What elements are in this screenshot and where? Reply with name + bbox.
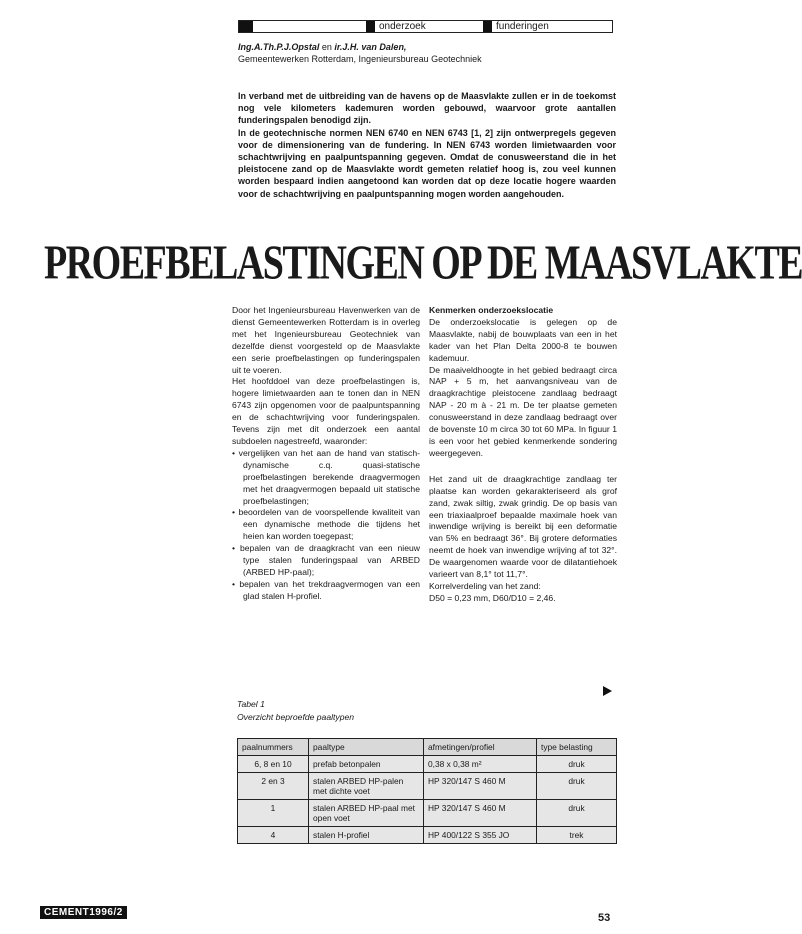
intro-p1: In verband met de uitbreiding van de havens op de Maasvlakte zullen er in de toekomst nog vele kilometers kademuren worden gebouwd, waarvoor grote aantallen funderingspalen benodigd zijn.: [238, 91, 616, 126]
header-topic: funderingen: [496, 21, 549, 32]
table-cell: druk: [537, 773, 617, 800]
author-conj: en: [321, 42, 332, 52]
column-left: [232, 305, 420, 603]
bullet-item: • bepalen van de draagkracht van een nieuw type stalen funderingspaal van ARBED (ARBED HP-paal);: [232, 543, 420, 577]
table-cell: 6, 8 en 10: [238, 756, 309, 773]
continue-arrow-icon: [603, 686, 612, 696]
table-row: [238, 756, 617, 773]
author-1: Ing.A.Th.P.J.Opstal: [238, 42, 320, 52]
bullet-item: • beoordelen van de voorspellende kwaliteit van een dynamische methode die tijdens het heien kan worden toegepast;: [232, 507, 420, 542]
author-2: ir.J.H. van Dalen,: [334, 42, 407, 52]
section-heading: Kenmerken onderzoekslocatie: [429, 305, 554, 315]
table-row: [238, 773, 617, 800]
table-caption: [237, 698, 354, 724]
bullet-item: • vergelijken van het aan de hand van statisch-dynamische c.q. quasi-statische proefbelastingen berekende draagvermogen met het draagvermogen bepaald uit statische proefbelastingen;: [232, 447, 420, 506]
header-section: onderzoek: [379, 21, 426, 32]
table-header-row: [238, 739, 617, 756]
table-cell: HP 320/147 S 460 M: [424, 800, 537, 827]
affiliation: Gemeentewerken Rotterdam, Ingenieursbureau Geotechniek: [238, 54, 482, 64]
journal-label: CEMENT1996/2: [40, 906, 127, 919]
table-cell: druk: [537, 756, 617, 773]
table-header-cell: paaltype: [309, 739, 424, 756]
authors: [238, 42, 406, 52]
table-cell: HP 320/147 S 460 M: [424, 773, 537, 800]
table-cell: stalen ARBED HP-palen met dichte voet: [309, 773, 424, 800]
pile-types-table: [237, 738, 617, 844]
table-row: [238, 800, 617, 827]
paragraph-gap: [429, 460, 617, 474]
col2-p3: Het zand uit de draagkrachtige zandlaag ter plaatse kan worden gekarakteriseerd als grof zand, zwak siltig, zwak grindig. De op basis van een triaxiaalproef bepaalde maximale hoek van inwendige wrijving is bereikt bij een deformatie van 5% en bedraagt 36°. Bij grotere deformaties neemt de hoek van inwendige wrijving af tot 32°. De waargenomen waarde voor de dilatantiehoek varieert van 8,1° tot 11,7°.: [429, 473, 617, 580]
header-block-1: [239, 21, 253, 32]
intro-p2: In de geotechnische normen NEN 6740 en NEN 6743 [1, 2] zijn ontwerpregels gegeven voor de dimensionering van de fundering. In NEN 6743 worden limietwaarden voor schachtwrijving en paalpuntspanning gegeven. Omdat de conusweerstand die in het pleistocene zand op de Maasvlakte wordt gemeten relatief hoog is, zou veel kunnen worden bespaard indien aangetoond kan worden dat op deze locatie hogere waarden voor de schachtwrijving en paalpuntspanning mogen worden aangehouden.: [238, 127, 616, 199]
table-cell: 0,38 x 0,38 m²: [424, 756, 537, 773]
table-header-cell: paalnummers: [238, 739, 309, 756]
table-cell: druk: [537, 800, 617, 827]
column-right: [429, 305, 617, 605]
table-row: [238, 827, 617, 844]
table-title: Overzicht beproefde paaltypen: [237, 712, 355, 722]
col2-p1: De onderzoekslocatie is gelegen op de Maasvlakte, nabij de bouwplaats van een in het kader van het Plan Delta 2000-8 te bouwen kademuur.: [429, 316, 617, 363]
table-cell: trek: [537, 827, 617, 844]
col2-p2: De maaiveldhoogte in het gebied bedraagt circa NAP + 5 m, het aanvangsniveau van de draagkrachtige pleistocene zandlaag bedraagt NAP - 20 m à - 21 m. De ter plaatse gemeten conusweerstand in deze zandlaag bedraagt over de bovenste 10 m circa 30 tot 60 MPa. In figuur 1 is een voor het gebied kenmerkende sondering weergegeven.: [429, 364, 617, 458]
table-cell: prefab betonpalen: [309, 756, 424, 773]
table-cell: 2 en 3: [238, 773, 309, 800]
table-header-cell: afmetingen/profiel: [424, 739, 537, 756]
table-header-cell: type belasting: [537, 739, 617, 756]
header-bar: [238, 20, 613, 33]
table-label: Tabel 1: [237, 699, 265, 709]
bullet-item: • bepalen van het trekdraagvermogen van een glad stalen H-profiel.: [232, 578, 420, 601]
header-block-2: [366, 21, 375, 32]
table-cell: HP 400/122 S 355 JO: [424, 827, 537, 844]
article-title: PROEFBELASTINGEN OP DE MAASVLAKTE: [44, 236, 802, 291]
table-cell: stalen ARBED HP-paal met open voet: [309, 800, 424, 827]
col1-p2: Het hoofddoel van deze proefbelastingen is, hogere limietwaarden aan te tonen dan in NEN 6743 zijn opgenomen voor de paalpuntspanning en de schachtwrijving voor funderingspalen. Tevens zijn met dit onderzoek een aantal subdoelen nagestreefd, waaronder:: [232, 376, 420, 446]
page-number: 53: [598, 912, 611, 924]
table-cell: 1: [238, 800, 309, 827]
intro: [238, 90, 616, 200]
header-block-3: [483, 21, 492, 32]
col2-p4: Korrelverdeling van het zand:: [429, 580, 541, 591]
col1-p1: Door het Ingenieursbureau Havenwerken van de dienst Gemeentewerken Rotterdam is in overleg met het Ingenieursbureau Geotechniek van dezelfde dienst voorgesteld op de Maasvlakte een serie proefbelastingen op funderingspalen uit te voeren.: [232, 305, 420, 375]
col2-p5: D50 = 0,23 mm, D60/D10 = 2,46.: [429, 592, 556, 603]
table-cell: stalen H-profiel: [309, 827, 424, 844]
table-cell: 4: [238, 827, 309, 844]
